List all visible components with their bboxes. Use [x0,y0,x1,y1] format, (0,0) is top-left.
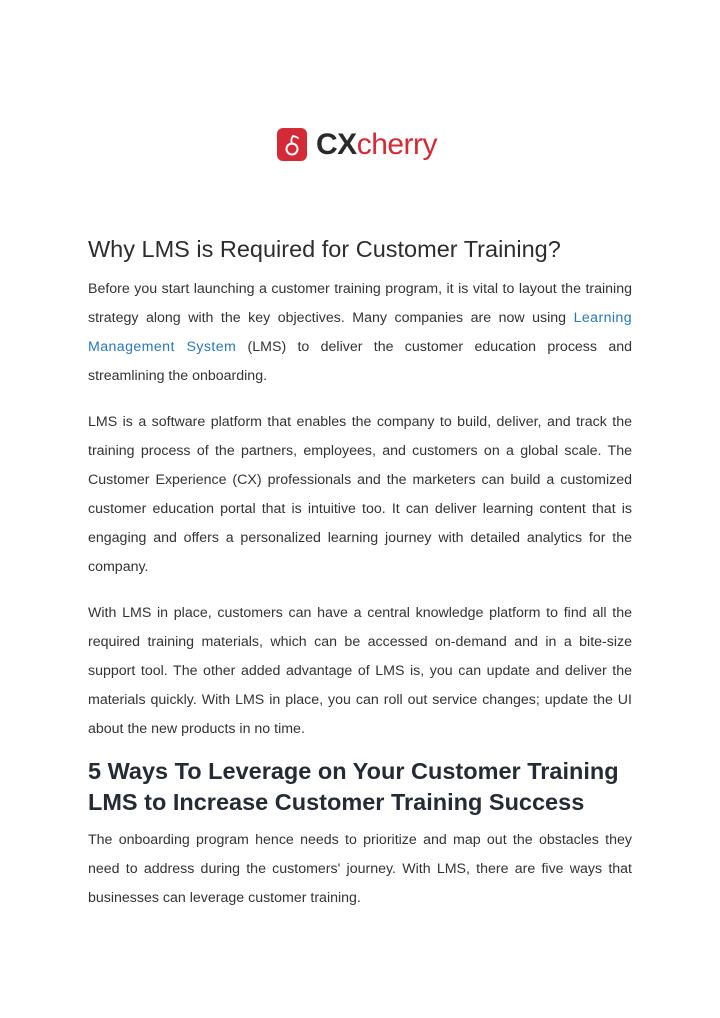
paragraph-intro-text-2: (LMS) to deliver the customer education process and streamlining the onboarding. [88,339,632,384]
cxcherry-logo [277,128,437,161]
section-title-5-ways: 5 Ways To Leverage on Your Customer Training LMS to Increase Customer Training Success [88,758,619,815]
logo-cherry-text: cherry [356,127,438,161]
logo-wordmark [316,127,438,161]
paragraph-intro [88,275,632,391]
paragraph-onboarding: The onboarding program hence needs to prioritize and map out the obstacles they need to address during the customers' journey. With LMS, there are five ways that businesses can leverage customer training. [88,832,632,906]
logo-cx-text: CX [316,127,357,161]
paragraph-intro-text-1: Before you start launching a customer training program, it is vital to layout the training strategy along with the key objectives. Many companies are now using [88,281,632,326]
paragraph-lms-definition: LMS is a software platform that enables the company to build, deliver, and track the training process of the partners, employees, and customers on a global scale. The Customer Experience (CX) professionals and the marketers can build a customized customer education portal that is intuitive too. It can deliver learning content that is engaging and offers a personalized learning journey with detailed analytics for the company. [88,414,632,575]
section-title-why-lms: Why LMS is Required for Customer Training? [88,236,561,262]
lms-link[interactable]: Learning Management System [88,310,632,355]
cherry-icon [277,128,307,161]
paragraph-lms-benefits: With LMS in place, customers can have a central knowledge platform to find all the required training materials, which can be accessed on-demand and in a bite-size support tool. The other added advantage of LMS is, you can update and deliver the materials quickly. With LMS in place, you can roll out service changes; update the UI about the new products in no time. [88,605,632,737]
